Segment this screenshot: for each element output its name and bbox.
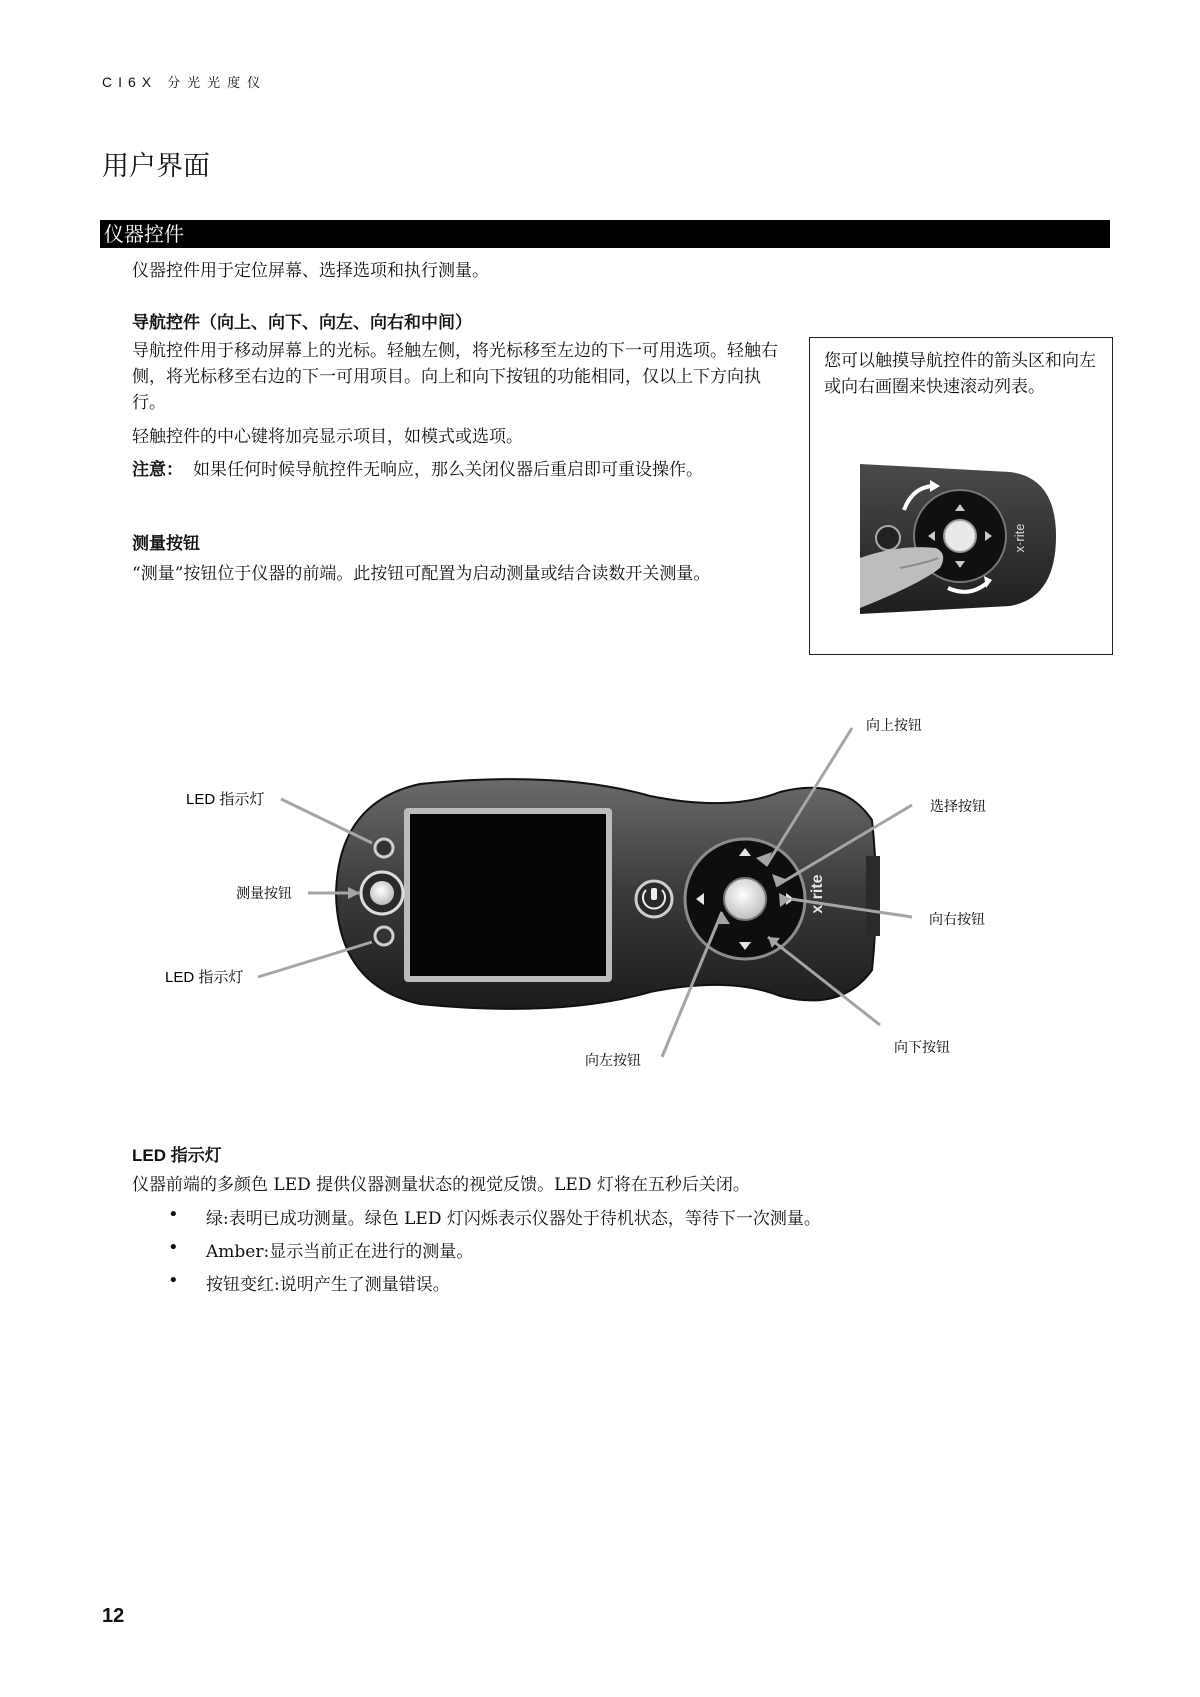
note-text: 如果任何时候导航控件无响应，那么关闭仪器后重启即可重设操作。 (193, 460, 703, 480)
page-title: 用户界面 (102, 151, 210, 182)
nav-controls-heading: 导航控件（向上、向下、向左、向右和中间） (132, 313, 472, 333)
measure-button-paragraph: “测量”按钮位于仪器的前端。此按钮可配置为启动测量或结合读数开关测量。 (132, 564, 711, 584)
display-screen (410, 814, 606, 976)
led-indicator-bottom (375, 927, 393, 945)
page-number: 12 (102, 1605, 125, 1627)
led-status-list (168, 1204, 821, 1303)
note-label: 注意： (132, 460, 183, 480)
running-header (102, 72, 267, 91)
tip-box (809, 337, 1113, 655)
list-item: • Amber:显示当前正在进行的测量。 (168, 1237, 821, 1270)
list-item: • 绿:表明已成功测量。绿色 LED 灯闪烁表示仪器处于待机状态，等待下一次测量。 (168, 1204, 821, 1237)
device-diagram (0, 680, 1200, 1100)
navigation-gesture-photo (860, 458, 1060, 620)
select-button[interactable] (724, 878, 766, 920)
brand-logo-small: x·rite (1012, 523, 1027, 553)
led-heading (132, 1141, 222, 1166)
callout-down-button: 向下按钮 (894, 1040, 950, 1056)
led-indicator-top (375, 839, 393, 857)
callout-led-bottom: LED 指示灯 (165, 969, 244, 986)
product-subtitle: 分光光度仪 (167, 75, 268, 90)
callout-right-button: 向右按钮 (929, 912, 985, 928)
section-intro: 仪器控件用于定位屏幕、选择选项和执行测量。 (132, 261, 489, 281)
list-item: • 按钮变红:说明产生了测量错误。 (168, 1270, 821, 1303)
callout-led-top: LED 指示灯 (186, 791, 265, 808)
led-heading-text: LED 指示灯 (132, 1146, 222, 1165)
tip-text: 您可以触摸导航控件的箭头区和向左或向右画圈来快速滚动列表。 (824, 351, 1096, 397)
callout-up-button: 向上按钮 (866, 718, 922, 734)
measure-button-heading: 测量按钮 (132, 534, 200, 554)
callout-measure-button: 测量按钮 (236, 886, 292, 902)
measure-button-face (370, 881, 394, 905)
power-icon-bar (651, 888, 657, 900)
note-paragraph (132, 457, 782, 483)
center-key-paragraph: 轻触控件的中心键将加亮显示项目，如模式或选项。 (132, 427, 523, 447)
callout-select-button: 选择按钮 (930, 799, 986, 815)
product-name: CI6X (102, 74, 158, 90)
callout-left-button: 向左按钮 (585, 1053, 641, 1069)
section-title-bar: 仪器控件 (100, 220, 1110, 248)
side-grip (866, 856, 880, 936)
nav-controls-paragraph: 导航控件用于移动屏幕上的光标。轻触左侧，将光标移至左边的下一可用选项。轻触右侧，将光标移至右边的下一可用项目。向上和向下按钮的功能相同，仅以上下方向执行。 (132, 341, 778, 413)
brand-logo: x·rite (809, 874, 826, 914)
led-intro: 仪器前端的多颜色 LED 提供仪器测量状态的视觉反馈。LED 灯将在五秒后关闭。 (132, 1175, 750, 1195)
